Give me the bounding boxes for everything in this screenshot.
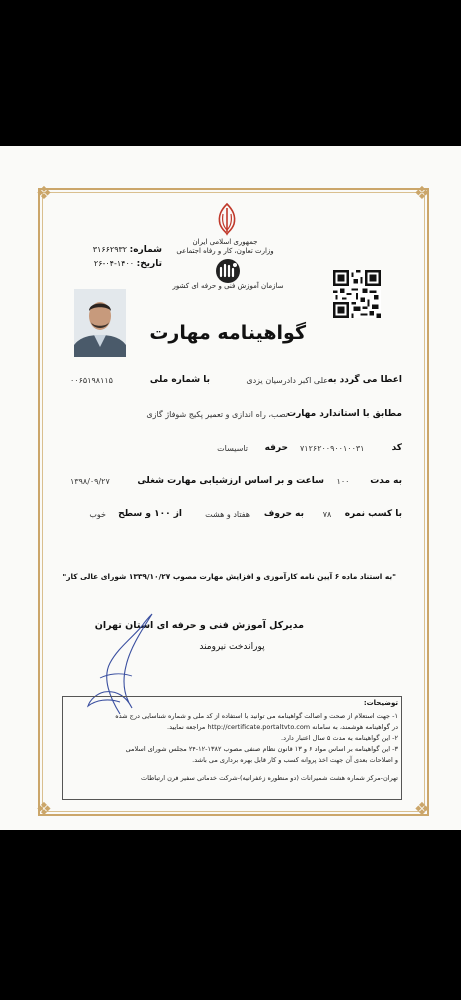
certificate-page bbox=[0, 146, 461, 830]
corner-ornament-top-right: ❖ bbox=[413, 183, 431, 204]
score-label: با کسب نمره bbox=[344, 509, 402, 519]
evaluation-date: ۱۳۹۸/۰۹/۲۷ bbox=[70, 477, 110, 486]
signatory-title: مدیرکل آموزش فنی و حرفه ای استان تهران bbox=[94, 620, 304, 631]
serial-value: ۳۱۶۶۲۹۳۲ bbox=[92, 245, 128, 254]
issue-date-label: تاریخ: bbox=[136, 259, 162, 269]
note-line: و اصلاحات بعدی آن جهت اخذ پروانه کسب و کار قابل بهره برداری می باشد. bbox=[192, 756, 398, 764]
note-line: ۲- این گواهینامه به مدت ۵ سال اعتبار دارد. bbox=[281, 734, 398, 742]
certificate-title: گواهینامه مهارت bbox=[149, 322, 306, 344]
person-portrait-icon bbox=[74, 289, 126, 357]
duration-value: ۱۰۰ bbox=[336, 477, 350, 486]
duration-label: به مدت bbox=[370, 476, 402, 486]
country-name: جمهوری اسلامی ایران bbox=[192, 238, 258, 246]
legal-basis: "به استناد ماده ۶ آیین نامه کارآموزی و افزایش مهارت مصوب ۱۳۳۹/۱۰/۲۷ شورای عالی کار" bbox=[62, 572, 396, 581]
note-line: ۳- این گواهینامه بر اساس مواد ۶ و ۱۳ قانون نظام صنفی مصوب ۱۳۸۲-۱۲-۲۴ مجلس شورای اسلامی bbox=[125, 745, 398, 753]
signatory-name: پوراندخت نیرومند bbox=[199, 642, 265, 652]
trade-value: تاسیسات bbox=[217, 444, 248, 453]
corner-ornament-bottom-left: ❖ bbox=[35, 799, 53, 820]
duration-suffix: ساعت و بر اساس ارزشیابی مهارت شغلی bbox=[137, 476, 324, 486]
serial-label: شماره: bbox=[129, 245, 162, 255]
serial-number bbox=[70, 245, 162, 255]
corner-ornament-bottom-right: ❖ bbox=[413, 799, 431, 820]
office-address: تهران-مرکز شماره هشت شمیرانات (دو منظوره زعفرانیه)-شرکت خدماتی سفیر فرن ارتباطات bbox=[141, 774, 398, 782]
organization-name: سازمان آموزش فنی و حرفه ای کشور bbox=[172, 282, 284, 290]
national-id-label: با شماره ملی bbox=[149, 375, 210, 385]
holder-name: علی اکبر دادرسیان یزدی bbox=[246, 376, 328, 385]
score-letters-label: به حروف bbox=[263, 509, 304, 519]
issue-date-value: ۱۴۰۰-۰۴-۲۶ bbox=[93, 259, 135, 268]
corner-ornament-top-left: ❖ bbox=[35, 183, 53, 204]
standard-label: مطابق با استاندارد مهارت bbox=[287, 409, 402, 419]
score-scale: از ۱۰۰ و سطح bbox=[118, 509, 182, 519]
note-line: ۱- جهت استعلام از صحت و اصالت گواهینامه می توانید با استفاده از کد ملی و شماره شناسایی درج شده bbox=[115, 712, 398, 720]
score-value: ۷۸ bbox=[322, 510, 332, 519]
issue-date bbox=[70, 259, 162, 269]
holder-photo bbox=[74, 289, 126, 357]
code-value: ۷۱۲۶۲۰۰۹۰۰۱۰۰۳۱ bbox=[300, 444, 365, 453]
score-letters: هفتاد و هشت bbox=[205, 510, 250, 519]
code-label: کد bbox=[391, 443, 402, 453]
tvto-logo-icon bbox=[214, 258, 242, 284]
standard-value: نصب، راه اندازی و تعمیر پکیج شوفاژ گازی bbox=[146, 410, 288, 419]
national-id-value: ۰۰۶۵۱۹۸۱۱۵ bbox=[70, 376, 113, 385]
trade-label: حرفه bbox=[264, 443, 288, 453]
iran-emblem-icon bbox=[214, 202, 240, 236]
score-level: خوب bbox=[89, 510, 106, 519]
notes-heading: توضیحات: bbox=[363, 699, 398, 707]
ministry-name: وزارت تعاون، کار و رفاه اجتماعی bbox=[176, 247, 274, 255]
note-line: در گواهینامه هوشمند، به سامانه http://certificate.portaltvto.com مراجعه نمایید. bbox=[167, 723, 398, 731]
holder-label: اعطا می گردد به bbox=[327, 375, 402, 385]
qr-code bbox=[333, 270, 381, 318]
